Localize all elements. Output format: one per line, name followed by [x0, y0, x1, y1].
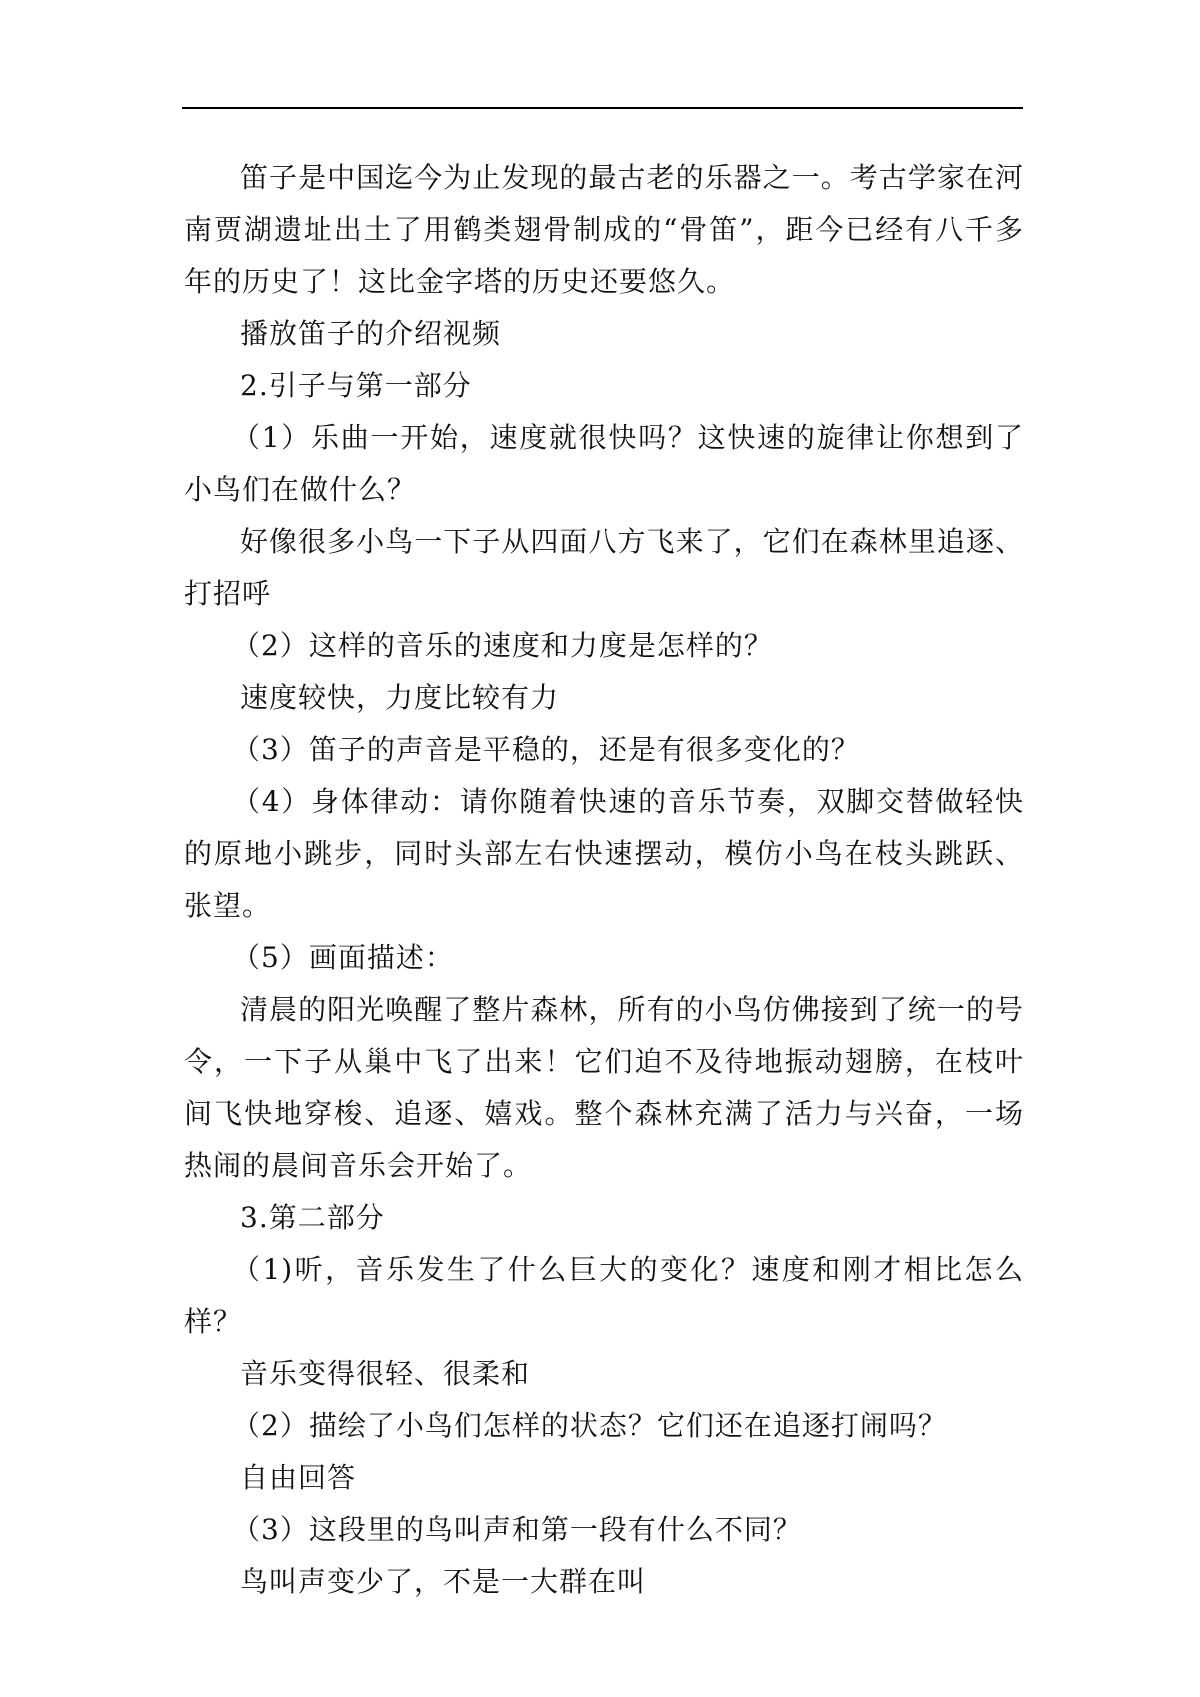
part-two-answer-1: 音乐变得很轻、很柔和 [240, 1357, 531, 1390]
paragraph-play-video: 播放笛子的介绍视频 [240, 317, 502, 350]
section-heading-part-two: 3.第二部分 [240, 1201, 385, 1234]
question-1: （1）乐曲一开始，速度就很快吗？这快速的旋律让你想到了小鸟们在做什么？ [184, 421, 1024, 506]
part-two-question-3: （3）这段里的鸟叫声和第一段有什么不同？ [232, 1513, 802, 1546]
paragraph-flute-history: 笛子是中国迄今为止发现的最古老的乐器之一。考古学家在河南贾湖遗址出土了用鹤类翅骨制成的“骨笛”，距今已经有八千多年的历史了！这比金字塔的历史还要悠久。 [184, 161, 1024, 298]
part-two-answer-2: 自由回答 [240, 1461, 357, 1494]
paragraph-scene-description: 清晨的阳光唤醒了整片森林，所有的小鸟仿佛接到了统一的号令，一下子从巢中飞了出来！它们迫不及待地振动翅膀，在枝叶间飞快地穿梭、追逐、嬉戏。整个森林充满了活力与兴奋，一场热闹的晨间音乐会开始了。 [184, 993, 1024, 1182]
answer-1: 好像很多小鸟一下子从四面八方飞来了，它们在森林里追逐、打招呼 [184, 525, 1024, 610]
question-3: （3）笛子的声音是平稳的，还是有很多变化的？ [232, 733, 860, 766]
document-body [184, 152, 1024, 1608]
part-two-question-2: （2）描绘了小鸟们怎样的状态？它们还在追逐打闹吗？ [232, 1409, 947, 1442]
header-rule [182, 107, 1023, 109]
answer-2: 速度较快，力度比较有力 [240, 681, 560, 714]
part-two-question-1: （1)听，音乐发生了什么巨大的变化？速度和刚才相比怎么样？ [184, 1253, 1024, 1338]
item-scene-description: （5）画面描述： [232, 941, 454, 974]
part-two-answer-3: 鸟叫声变少了，不是一大群在叫 [240, 1565, 647, 1598]
activity-body-movement: （4）身体律动：请你随着快速的音乐节奏，双脚交替做轻快的原地小跳步，同时头部左右快速摆动，模仿小鸟在枝头跳跃、张望。 [184, 785, 1024, 922]
section-heading-intro-part-one: 2.引子与第一部分 [240, 369, 472, 402]
question-2: （2）这样的音乐的速度和力度是怎样的？ [232, 629, 773, 662]
